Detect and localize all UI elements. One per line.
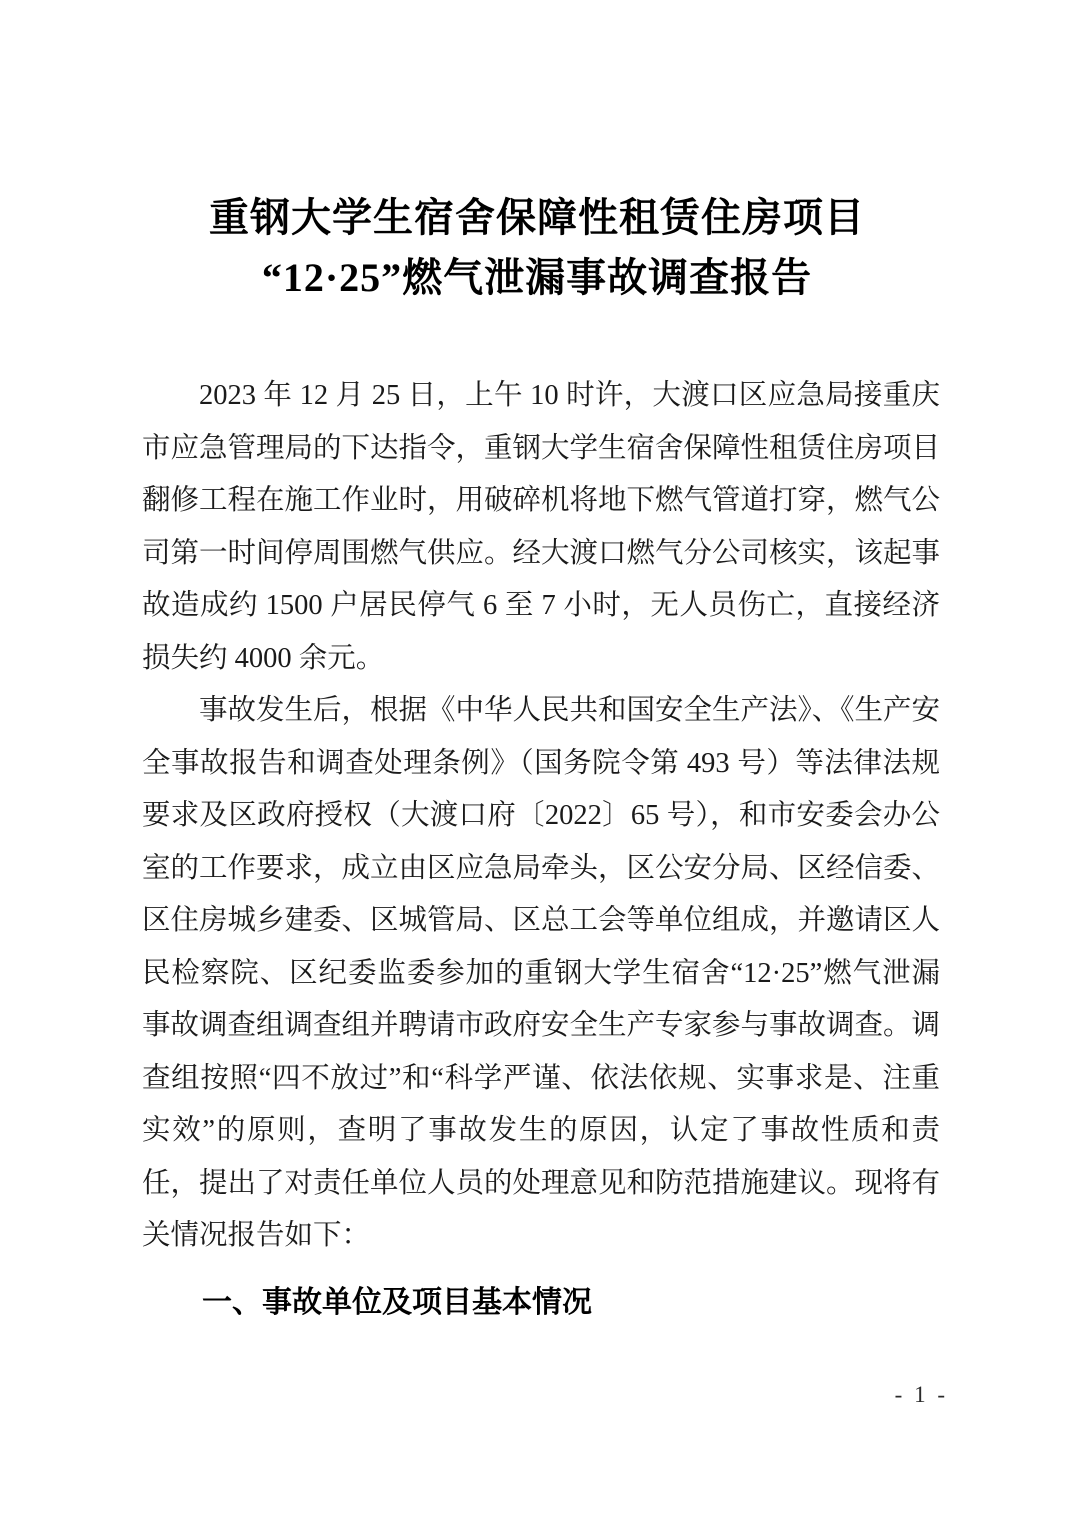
section-heading: 一、事故单位及项目基本情况 — [202, 1285, 592, 1319]
document-title-line1: 重钢大学生宿舍保障性租赁住房项目 — [209, 195, 865, 240]
document-body — [142, 370, 940, 1329]
document-title-line2: “12·25”燃气泄漏事故调查报告 — [261, 255, 813, 300]
page-number: - 1 - — [894, 1382, 948, 1407]
paragraph-incident-summary: 2023 年 12 月 25 日，上午 10 时许，大渡口区应急局接重庆市应急管理局的下达指令，重钢大学生宿舍保障性租赁住房项目翻修工程在施工作业时，用破碎机将地下燃气管道打穿，燃气公司第一时间停周围燃气供应。经大渡口燃气分公司核实，该起事故造成约 1500 户居民停气 6 至 7 小时，无人员伤亡，直接经济损失约 4000 余元。 — [142, 380, 941, 674]
paragraph-investigation-setup: 事故发生后，根据《中华人民共和国安全生产法》、《生产安全事故报告和调查处理条例》（国务院令第 493 号）等法律法规要求及区政府授权（大渡口府〔2022〕65 号），和市安委会办公室的工作要求，成立由区应急局牵头，区公安分局、区经信委、区住房城乡建委、区城管局、区总工会等单位组成，并邀请区人民检察院、区纪委监委参加的重钢大学生宿舍“12·25”燃气泄漏事故调查组调查组并聘请市政府安全生产专家参与事故调查。调查组按照“四不放过”和“科学严谨、依法依规、实事求是、注重实效”的原则，查明了事故发生的原因，认定了事故性质和责任，提出了对责任单位人员的处理意见和防范措施建议。现将有关情况报告如下： — [142, 695, 941, 1251]
document-title — [0, 188, 1074, 308]
